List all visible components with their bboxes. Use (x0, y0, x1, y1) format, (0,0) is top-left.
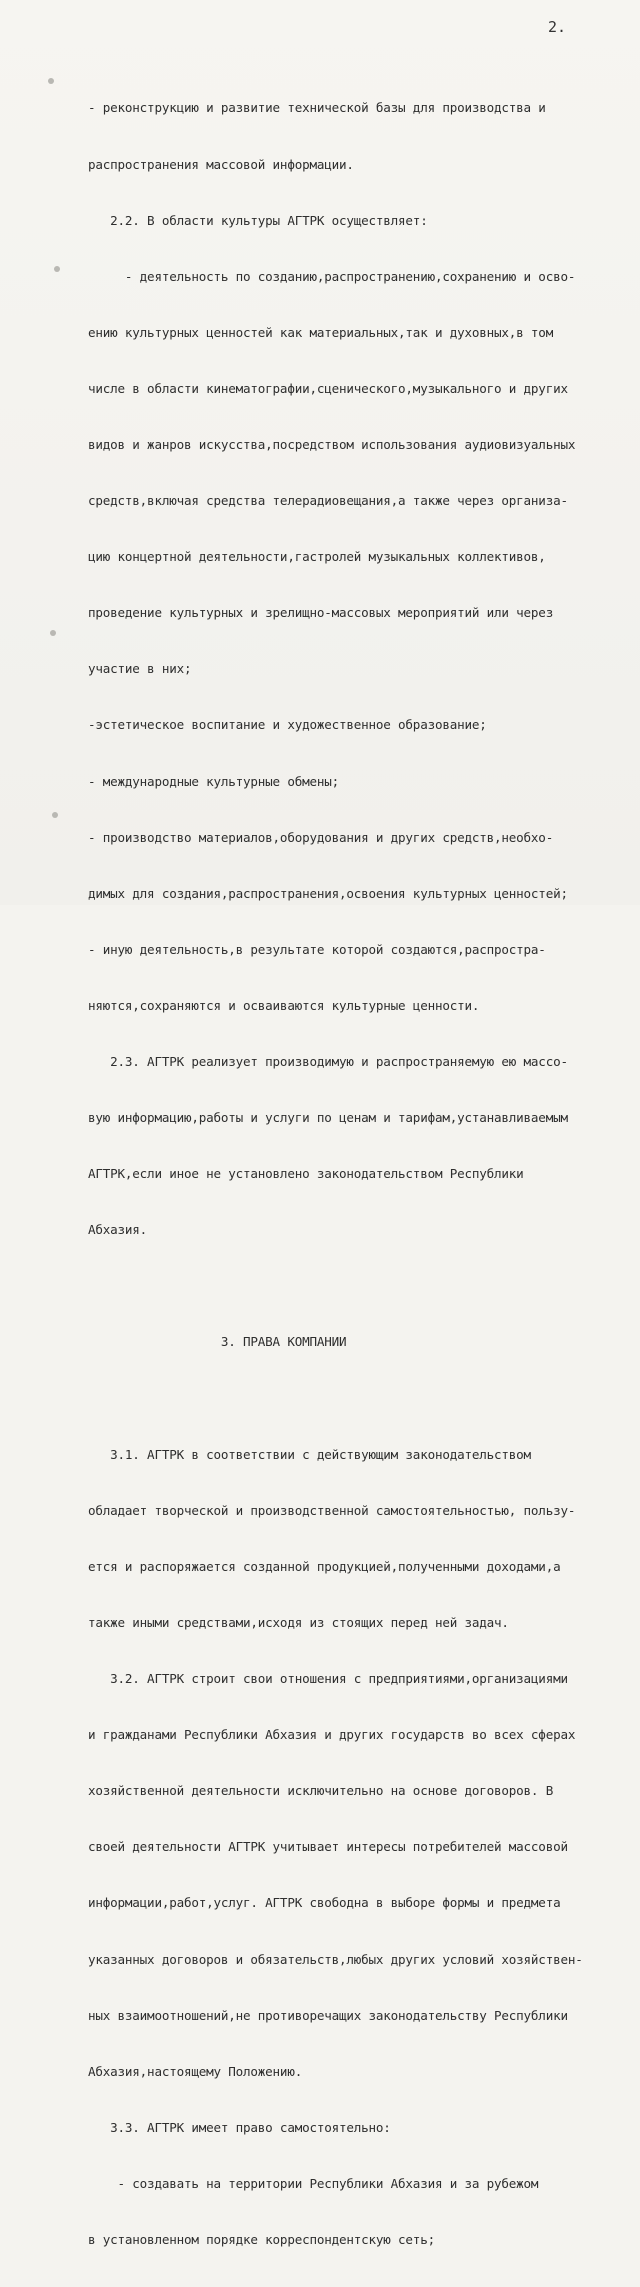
text-line: и гражданами Республики Абхазия и других государств во всех сферах (88, 1727, 576, 1743)
punch-hole-mark (50, 630, 56, 636)
punch-hole-mark (48, 78, 54, 84)
text-line: вую информацию,работы и услуги по ценам и тарифам,устанавливаемым (88, 1110, 568, 1126)
text-line: ных взаимоотношений,не противоречащих законодательству Республики (88, 2007, 568, 2023)
punch-hole-mark (52, 812, 58, 818)
text-line: ению культурных ценностей как материальных,так и духовных,в том (88, 324, 554, 340)
punch-hole-mark (54, 266, 60, 272)
section-3-3: 3.3. АГТРК имеет право самостоятельно: (88, 2119, 391, 2135)
text-line: проведение культурных и зрелищно-массовых мероприятий или через (88, 605, 554, 621)
text-line: указанных договоров и обязательств,любых других условий хозяйствен- (88, 1951, 583, 1967)
text-line: - создавать на территории Республики Абхазия и за рубежом (88, 2175, 539, 2191)
blank-line (88, 1390, 628, 1409)
text-line: в установленном порядке корреспондентскую сеть; (88, 2231, 435, 2247)
text-line: участие в них; (88, 661, 192, 677)
text-line: средств,включая средства телерадиовещания,а также через организа- (88, 493, 568, 509)
section-2-2: 2.2. В области культуры АГТРК осуществляет: (88, 212, 428, 228)
text-line: - иную деятельность,в результате которой создаются,распростра- (88, 941, 546, 957)
text-line: числе в области кинематографии,сценического,музыкального и других (88, 380, 568, 396)
text-line: распространения массовой информации. (88, 156, 354, 172)
section-3-1: 3.1. АГТРК в соответствии с действующим законодательством (88, 1446, 531, 1462)
text-line: АГТРК,если иное не установлено законодательством Республики (88, 1166, 524, 1182)
section-2-3: 2.3. АГТРК реализует производимую и распространяемую ею массо- (88, 1054, 568, 1069)
text-line: - международные культурные обмены; (88, 773, 339, 789)
section-3-2: 3.2. АГТРК строит свои отношения с предприятиями,организациями (88, 1671, 568, 1687)
text-line: своей деятельности АГТРК учитывает интересы потребителей массовой (88, 1839, 568, 1855)
text-line: хозяйственной деятельности исключительно на основе договоров. В (88, 1783, 554, 1799)
text-line: ется и распоряжается созданной продукцией,полученными доходами,а (88, 1558, 561, 1574)
text-line: няются,сохраняются и осваиваются культурные ценности. (88, 997, 480, 1013)
blank-line (88, 1277, 628, 1296)
text-line: также иными средствами,исходя из стоящих перед ней задач. (88, 1614, 509, 1630)
text-line: - деятельность по созданию,распространению,сохранению и осво- (88, 268, 576, 284)
page-number: 2. (548, 18, 567, 36)
text-line: - производство материалов,оборудования и других средств,необхо- (88, 829, 554, 845)
text-line: - реконструкцию и развитие технической базы для производства и (88, 100, 546, 116)
section-heading-3: 3. ПРАВА КОМПАНИИ (88, 1334, 347, 1350)
text-line: информации,работ,услуг. АГТРК свободна в выборе формы и предмета (88, 1895, 561, 1911)
text-line: димых для создания,распространения,освоения культурных ценностей; (88, 885, 568, 901)
text-line: Абхазия,настоящему Положению. (88, 2063, 303, 2079)
document-body (88, 62, 628, 2287)
text-line: цию концертной деятельности,гастролей музыкальных коллективов, (88, 549, 546, 565)
text-line: видов и жанров искусства,посредством использования аудиовизуальных (88, 436, 576, 452)
text-line: обладает творческой и производственной самостоятельностью, пользу- (88, 1502, 576, 1518)
text-line: -эстетическое воспитание и художественное образование; (88, 717, 487, 733)
text-line: Абхазия. (88, 1222, 148, 1238)
